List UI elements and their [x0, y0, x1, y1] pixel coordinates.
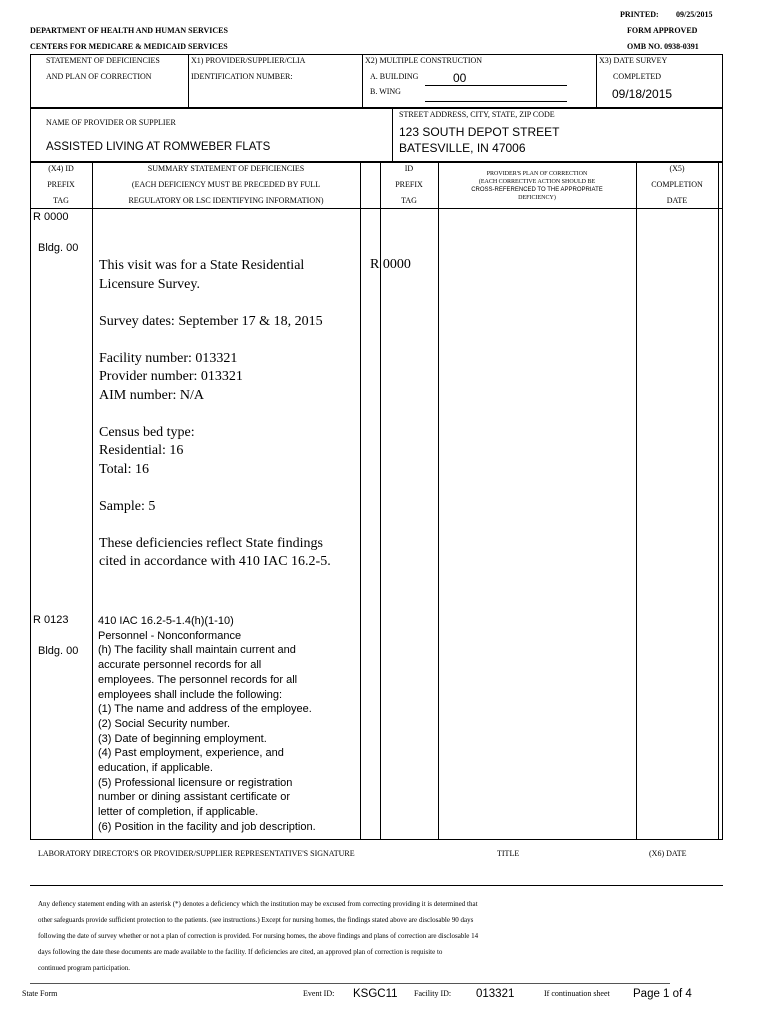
plan-header-2: (EACH CORRECTIVE ACTION SHOULD BE — [478, 179, 596, 185]
provider-name: ASSISTED LIVING AT ROMWEBER FLATS — [46, 141, 271, 153]
omb-number: OMB NO. 0938-0391 — [627, 42, 699, 51]
page-number: Page 1 of 4 — [633, 988, 692, 1000]
event-id-label: Event ID: — [303, 989, 335, 998]
entry2-building: Bldg. 00 — [38, 645, 79, 657]
plan-header-1: PROVIDER'S PLAN OF CORRECTION — [486, 171, 588, 177]
statement-label-1: STATEMENT OF DEFICIENCIES — [46, 56, 160, 65]
id-header-2: PREFIX — [395, 180, 423, 189]
x4-header-3: TAG — [53, 196, 69, 205]
entry2-tag: R 0123 — [33, 614, 69, 626]
id-header-1: ID — [404, 164, 414, 173]
summary-header-2: (EACH DEFICIENCY MUST BE PRECEDED BY FULL — [131, 180, 321, 189]
entry1-right-tag: R 0000 — [370, 257, 411, 272]
printed-label: PRINTED: — [620, 10, 659, 19]
facility-id-label: Facility ID: — [414, 989, 452, 998]
x5-header-1: (X5) — [669, 164, 685, 173]
x2-label: X2) MULTIPLE CONSTRUCTION — [365, 56, 483, 65]
street-address: 123 SOUTH DEPOT STREET — [399, 125, 560, 139]
form-approved: FORM APPROVED — [627, 26, 698, 35]
x1-label-1: X1) PROVIDER/SUPPLIER/CLIA — [191, 56, 306, 65]
building-label: A. BUILDING — [370, 72, 419, 81]
entry2-text: 410 IAC 16.2-5-1.4(h)(1-10) Personnel - Nonconformance (h) The facility shall maintain current and accurate personnel records for all employees. The personnel records for all employees shall include the following: (1) The name and address of the employee. (2) Social Security number. (3) Date of beginning employment. (4) Past employment, experience, and education, if applicable. (5) Professional licensure or registration number or dining assistant certificate or letter of completion, if applicable. (6) Position in the facility and job description. — [98, 615, 316, 833]
x4-header-1: (X4) ID — [48, 164, 74, 173]
summary-header-1: SUMMARY STATEMENT OF DEFICIENCIES — [147, 164, 305, 173]
date-completed: 09/18/2015 — [612, 87, 673, 101]
x5-header-2: COMPLETION — [651, 180, 703, 189]
plan-header-4: DEFICIENCY) — [518, 195, 556, 201]
printed-date: 09/25/2015 — [676, 10, 713, 19]
x3-label-2: COMPLETED — [613, 72, 661, 81]
x5-header-3: DATE — [666, 196, 688, 205]
director-signature-label: LABORATORY DIRECTOR'S OR PROVIDER/SUPPLIER REPRESENTATIVE'S SIGNATURE — [38, 849, 355, 858]
state-form-label: State Form — [22, 989, 58, 998]
id-header-3: TAG — [401, 196, 417, 205]
x6-date-label: (X6) DATE — [649, 849, 687, 858]
city-state-zip: BATESVILLE, IN 47006 — [399, 141, 526, 155]
x1-label-2: IDENTIFICATION NUMBER: — [191, 72, 293, 81]
wing-label: B. WING — [370, 87, 401, 96]
x3-label-1: X3) DATE SURVEY — [599, 56, 668, 65]
facility-id-value: 013321 — [476, 988, 515, 1000]
building-value: 00 — [453, 71, 467, 85]
continuation-label: If continuation sheet — [544, 989, 610, 998]
title-label: TITLE — [497, 849, 520, 858]
provider-name-label: NAME OF PROVIDER OR SUPPLIER — [46, 118, 176, 127]
address-label: STREET ADDRESS, CITY, STATE, ZIP CODE — [399, 110, 555, 119]
department-title: DEPARTMENT OF HEALTH AND HUMAN SERVICES — [30, 26, 228, 35]
provider-box — [30, 108, 723, 162]
plan-header-3: CROSS-REFERENCED TO THE APPROPRIATE — [471, 187, 603, 193]
centers-title: CENTERS FOR MEDICARE & MEDICAID SERVICES — [30, 42, 228, 51]
statement-label-2: AND PLAN OF CORRECTION — [46, 72, 152, 81]
disclaimer: Any defiency statement ending with an asterisk (*) denotes a deficiency which the institution may be excused from correcting providing it is determined that other safeguards provide sufficient protection to the patients. (see instructions.) Except for nursing homes, the findings stated above are disclosable 90 days following the date of survey whether or not a plan of correction is provided. For nursing homes, the above findings and plans of correction are disclosable 14 days following the date these documents are made available to the facility. If deficiencies are cited, an approved plan of correction is requisite to continued program participation. — [38, 900, 479, 972]
x4-header-2: PREFIX — [47, 180, 75, 189]
entry1-building: Bldg. 00 — [38, 242, 79, 254]
entry1-text: This visit was for a State Residential Licensure Survey. Survey dates: September 17 & 18, 2015 Facility number: 013321 Provider number: 013321 AIM number: N/A Census bed type: Residential: 16 Total: 16 Sample: 5 These deficiencies reflect State findings cited in accordance with 410 IAC 16.2-5. — [99, 258, 331, 569]
entry1-tag: R 0000 — [33, 211, 69, 223]
summary-header-3: REGULATORY OR LSC IDENTIFYING INFORMATION) — [128, 196, 324, 205]
event-id-value: KSGC11 — [353, 988, 398, 1000]
